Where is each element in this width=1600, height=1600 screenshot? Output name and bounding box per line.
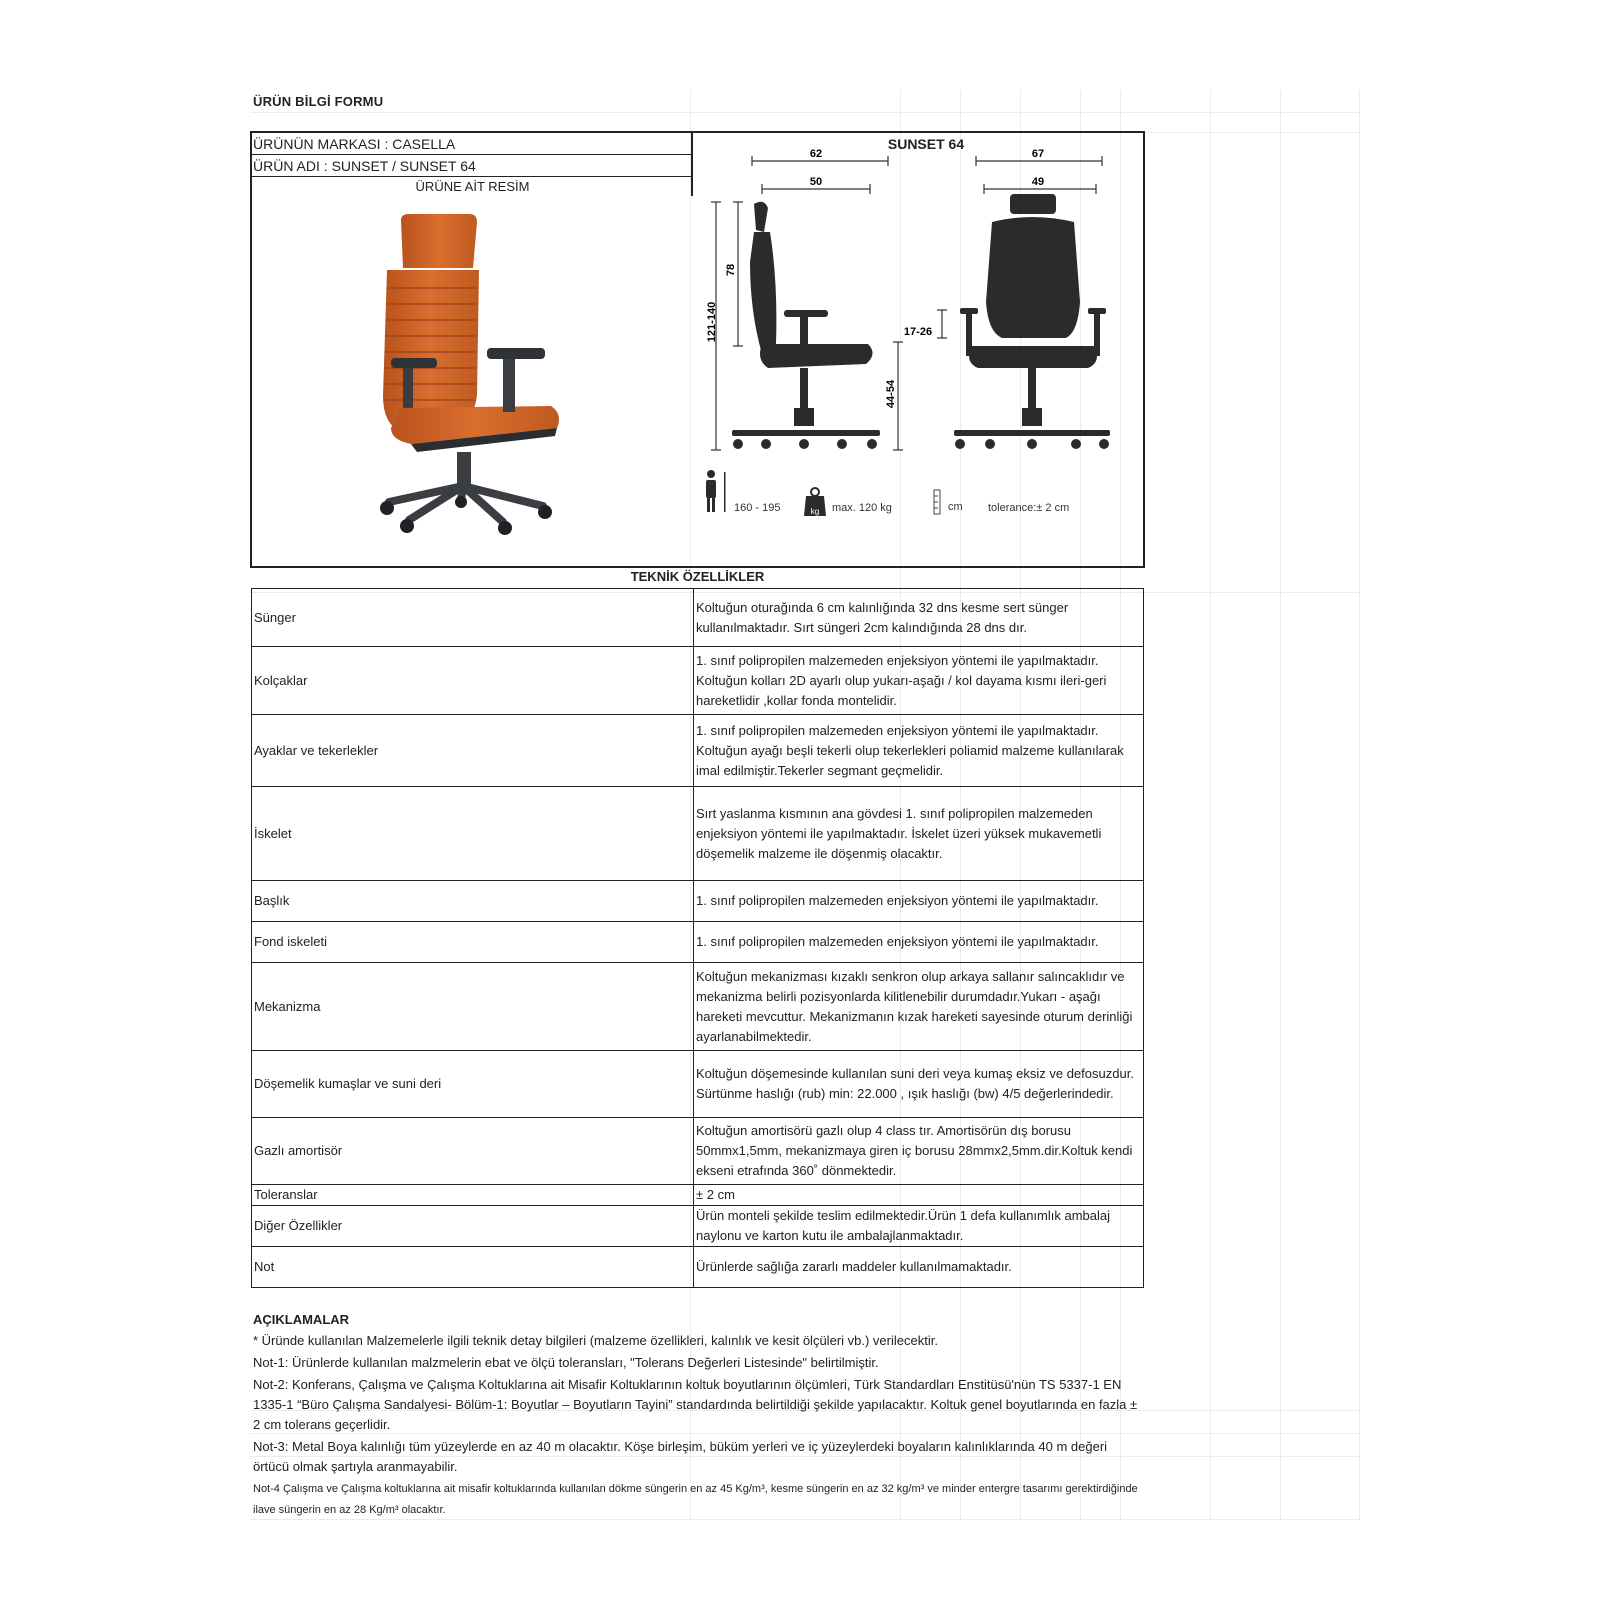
notes-section [253,1310,1143,1523]
spec-key: Diğer Özellikler [252,1206,694,1247]
grid-line [1210,90,1211,1520]
section-title: TEKNİK ÖZELLİKLER [630,569,765,584]
table-row [252,1185,1144,1206]
table-row [252,1118,1144,1185]
brand-line: ÜRÜNÜN MARKASI : CASELLA [253,136,456,152]
spec-value: Ürün monteli şekilde teslim edilmektedir.Ürün 1 defa kullanımlık ambalaj naylonu ve karton kutu ile ambalajlanmaktadır. [694,1206,1144,1247]
ruler-icon [934,490,940,514]
note-item: Not-2: Konferans, Çalışma ve Çalışma Koltuklarına ait Misafir Koltuklarının koltuk boyutlarının ölçümleri, Türk Standardları Enstitüsü'nün TS 5337-1 EN 1335-1 “Büro Çalışma Sandalyesi- Bölüm-1: Boyutlar – Boyutların Tayini” standardında belirtildiği şekilde yapılacaktır. Koltuk genel boyutlarında en fazla ± 2 cm tolerans geçerlidir. [253,1377,1138,1432]
dimension-drawing [692,132,1144,566]
table-row [252,1206,1144,1247]
spec-value: Sırt yaslanma kısmının ana gövdesi 1. sınıf polipropilen malzemeden enjeksiyon yöntemi ile yapılmaktadır. İskelet üzeri yüksek mukavemetli döşemelik malzeme ile döşenmiş olacaktır. [694,787,1144,881]
dim-width-seat: 49 [1031,176,1045,188]
person-icon [706,470,726,512]
spec-value: 1. sınıf polipropilen malzemeden enjeksiyon yöntemi ile yapılmaktadır. Koltuğun kolları 2D ayarlı olup yukarı-aşağı / kol dayama kısmı ileri-geri hareketlidir ,kollar fonda montelidir. [694,647,1144,715]
spec-value: 1. sınıf polipropilen malzemeden enjeksiyon yöntemi ile yapılmaktadır. Koltuğun ayağı beşli tekerli olup tekerlekleri poliamid malzeme kullanılarak imal edilmiştir.Tekerler segmant geçmelidir. [694,715,1144,787]
table-row [252,963,1144,1051]
spec-value: Koltuğun mekanizması kızaklı senkron olup arkaya sallanır salıncaklıdır ve mekanizma belirli pozisyonlarda kilitlenebilir durumdadır.Yukarı - aşağı hareketi mevcuttur. Mekanizmanın kızak hareketi sayesinde oturum derinliği ayarlanabilmektedir. [694,963,1144,1051]
spec-value: Koltuğun amortisörü gazlı olup 4 class tır. Amortisörün dış borusu 50mmx1,5mm, mekanizmaya giren iç borusu 28mmx2,5mm.dir.Koltuk kendi ekseni etrafında 360˚ dönmektedir. [694,1118,1144,1185]
spec-table [251,588,1144,1288]
note-item: Not-3: Metal Boya kalınlığı tüm yüzeylerde en az 40 m olacaktır. Köşe birleşim, büküm yerleri ve iç yüzeylerdeki boyaların kalınlıklarında 40 m değeri örtücü olmak şartıyla aranmayabilir. [253,1439,1108,1474]
spec-key: Gazlı amortisör [252,1118,694,1185]
spec-key: Mekanizma [252,963,694,1051]
header-row-border [250,154,692,155]
spec-key: Toleranslar [252,1185,694,1206]
weight-icon [804,488,826,516]
user-height: 160 - 195 [734,502,781,514]
unit-label: cm [948,501,963,513]
image-caption: ÜRÜNE AİT RESİM [415,179,530,194]
kg-label: kg [810,507,820,516]
dim-width-total: 67 [1031,148,1045,160]
form-title: ÜRÜN BİLGİ FORMU [253,94,384,109]
table-row [252,922,1144,963]
dim-seat-height: 44-54 [885,379,897,409]
spec-key: Ayaklar ve tekerlekler [252,715,694,787]
chair-photo-icon [251,196,692,566]
spec-value: Koltuğun oturağında 6 cm kalınlığında 32 dns kesme sert sünger kullanılmaktadır. Sırt süngeri 2cm kalındığında 28 dns dır. [694,589,1144,647]
spec-value: 1. sınıf polipropilen malzemeden enjeksiyon yöntemi ile yapılmaktadır. [694,922,1144,963]
spec-value: Koltuğun döşemesinde kullanılan suni deri veya kumaş eksiz ve defosuzdur. Sürtünme haslığı (rub) min: 22.000 , ışık haslığı (bw) 4/5 değerlerindedir. [694,1051,1144,1118]
grid-line [1359,90,1360,1520]
dim-total-height: 121-140 [706,301,718,343]
note-item: * Üründe kullanılan Malzemelerle ilgili teknik detay bilgileri (malzeme özellikleri, kalınlık ve kesit ölçüleri vb.) verilecektir. [253,1333,938,1348]
side-view-chair-icon [732,202,880,449]
table-row [252,715,1144,787]
max-weight: max. 120 kg [832,502,892,514]
spec-key: Not [252,1247,694,1288]
spec-key: Sünger [252,589,694,647]
dim-depth-total: 62 [809,148,823,160]
product-name-line: ÜRÜN ADI : SUNSET / SUNSET 64 [253,158,476,174]
spec-value: 1. sınıf polipropilen malzemeden enjeksiyon yöntemi ile yapılmaktadır. [694,881,1144,922]
product-photo [251,196,692,566]
table-row [252,881,1144,922]
table-row [252,589,1144,647]
notes-title: AÇIKLAMALAR [253,1312,350,1327]
dim-back-height: 78 [725,263,737,277]
spec-key: İskelet [252,787,694,881]
grid-line [1280,90,1281,1520]
table-row [252,1247,1144,1288]
table-row [252,1051,1144,1118]
spec-key: Fond iskeleti [252,922,694,963]
dim-arm-height: 17-26 [903,326,933,338]
dimension-diagram [692,132,1144,566]
spec-key: Başlık [252,881,694,922]
model-label: SUNSET 64 [887,136,965,152]
note-item: Not-1: Ürünlerde kullanılan malzmelerin ebat ve ölçü toleransları, "Tolerans Değerleri Listesinde" belirtilmiştir. [253,1355,879,1370]
tolerance-label: tolerance:± 2 cm [988,502,1070,514]
table-row [252,647,1144,715]
grid-line [250,112,1360,113]
table-row [252,787,1144,881]
spec-key: Döşemelik kumaşlar ve suni deri [252,1051,694,1118]
front-view-chair-icon [954,194,1110,449]
spec-value: ± 2 cm [694,1185,1144,1206]
note-item: Not-4 Çalışma ve Çalışma koltuklarına ait misafir koltuklarında kullanılan dökme süngerin en az 45 Kg/m³, kesme süngerin en az 32 kg/m³ ve minder entergre tasarımı gerektirdiğinde ilave süngerin en az 28 Kg/m³ olacaktır. [253,1483,1138,1516]
spec-value: Ürünlerde sağlığa zararlı maddeler kullanılmamaktadır. [694,1247,1144,1288]
dim-depth-seat: 50 [809,176,823,188]
spec-key: Kolçaklar [252,647,694,715]
